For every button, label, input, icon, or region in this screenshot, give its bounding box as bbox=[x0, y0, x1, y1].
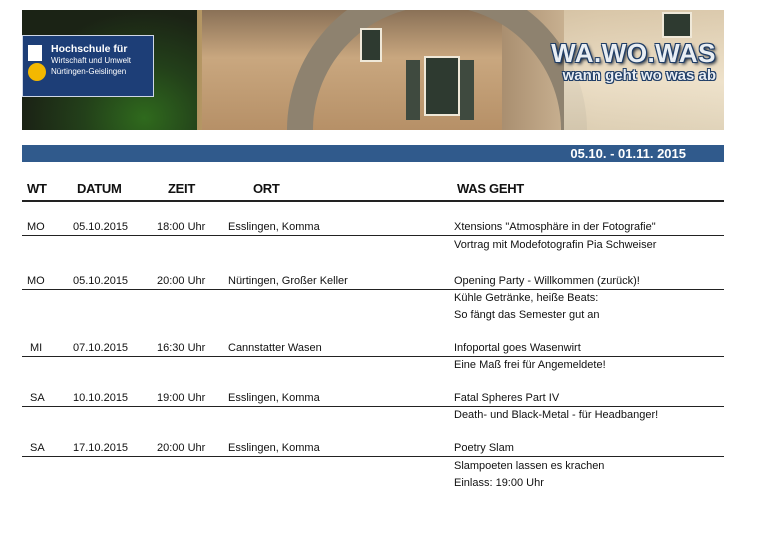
event-date: 17.10.2015 bbox=[73, 442, 129, 454]
logo-icon bbox=[28, 45, 46, 83]
event-detail: Eine Maß frei für Angemeldete! bbox=[454, 359, 606, 371]
brand-block bbox=[551, 38, 716, 84]
column-header-ort: ORT bbox=[253, 181, 280, 196]
event-title: Opening Party - Willkommen (zurück)! bbox=[454, 275, 640, 287]
event-date: 07.10.2015 bbox=[73, 342, 129, 354]
logo-text bbox=[51, 43, 131, 77]
event-weekday: SA bbox=[30, 392, 45, 404]
event-detail: Kühle Getränke, heiße Beats: bbox=[454, 292, 599, 304]
event-location: Esslingen, Komma bbox=[228, 442, 320, 454]
event-location: Cannstatter Wasen bbox=[228, 342, 322, 354]
event-detail: Einlass: 19:00 Uhr bbox=[454, 477, 544, 489]
event-title: Fatal Spheres Part IV bbox=[454, 392, 560, 404]
column-header-zeit: ZEIT bbox=[168, 181, 195, 196]
banner-window bbox=[424, 56, 460, 116]
event-time: 16:30 Uhr bbox=[157, 342, 206, 354]
row-rule bbox=[22, 356, 724, 357]
date-range: 05.10. - 01.11. 2015 bbox=[570, 146, 686, 161]
event-date: 10.10.2015 bbox=[73, 392, 129, 404]
event-time: 20:00 Uhr bbox=[157, 442, 206, 454]
banner-shutter bbox=[460, 60, 474, 120]
event-weekday: MO bbox=[27, 275, 45, 287]
banner-window bbox=[662, 12, 692, 38]
event-detail: Vortrag mit Modefotografin Pia Schweiser bbox=[454, 239, 657, 251]
event-location: Esslingen, Komma bbox=[228, 221, 320, 233]
event-detail: So fängt das Semester gut an bbox=[454, 309, 600, 321]
row-rule bbox=[22, 289, 724, 290]
event-date: 05.10.2015 bbox=[73, 275, 129, 287]
row-rule bbox=[22, 406, 724, 407]
event-weekday: MO bbox=[27, 221, 45, 233]
event-location: Esslingen, Komma bbox=[228, 392, 320, 404]
brand-tagline: wann geht wo was ab bbox=[562, 67, 716, 84]
event-time: 20:00 Uhr bbox=[157, 275, 206, 287]
event-weekday: MI bbox=[30, 342, 43, 354]
event-date: 05.10.2015 bbox=[73, 221, 129, 233]
event-detail: Slampoeten lassen es krachen bbox=[454, 460, 605, 472]
event-title: Poetry Slam bbox=[454, 442, 514, 454]
column-header-wt: WT bbox=[27, 181, 47, 196]
date-range-bar bbox=[22, 145, 724, 162]
row-rule bbox=[22, 235, 724, 236]
event-weekday: SA bbox=[30, 442, 45, 454]
brand-title: WA.WO.WAS bbox=[551, 38, 716, 68]
event-time: 19:00 Uhr bbox=[157, 392, 206, 404]
event-detail: Death- und Black-Metal - für Headbanger! bbox=[454, 409, 659, 421]
row-rule bbox=[22, 456, 724, 457]
institution-name-line1: Hochschule für bbox=[51, 43, 128, 55]
column-header-datum: DATUM bbox=[77, 181, 122, 196]
event-time: 18:00 Uhr bbox=[157, 221, 206, 233]
column-header-was: WAS GEHT bbox=[457, 181, 524, 196]
institution-logo bbox=[22, 35, 154, 97]
event-location: Nürtingen, Großer Keller bbox=[228, 275, 348, 287]
event-title: Xtensions "Atmosphäre in der Fotografie" bbox=[454, 221, 656, 233]
institution-name-line2: Wirtschaft und Umwelt bbox=[51, 56, 132, 65]
banner-window bbox=[360, 28, 382, 62]
header-rule bbox=[22, 200, 724, 202]
institution-name-line3: Nürtingen-Geislingen bbox=[51, 66, 127, 76]
banner-shutter bbox=[406, 60, 420, 120]
event-title: Infoportal goes Wasenwirt bbox=[454, 342, 581, 354]
